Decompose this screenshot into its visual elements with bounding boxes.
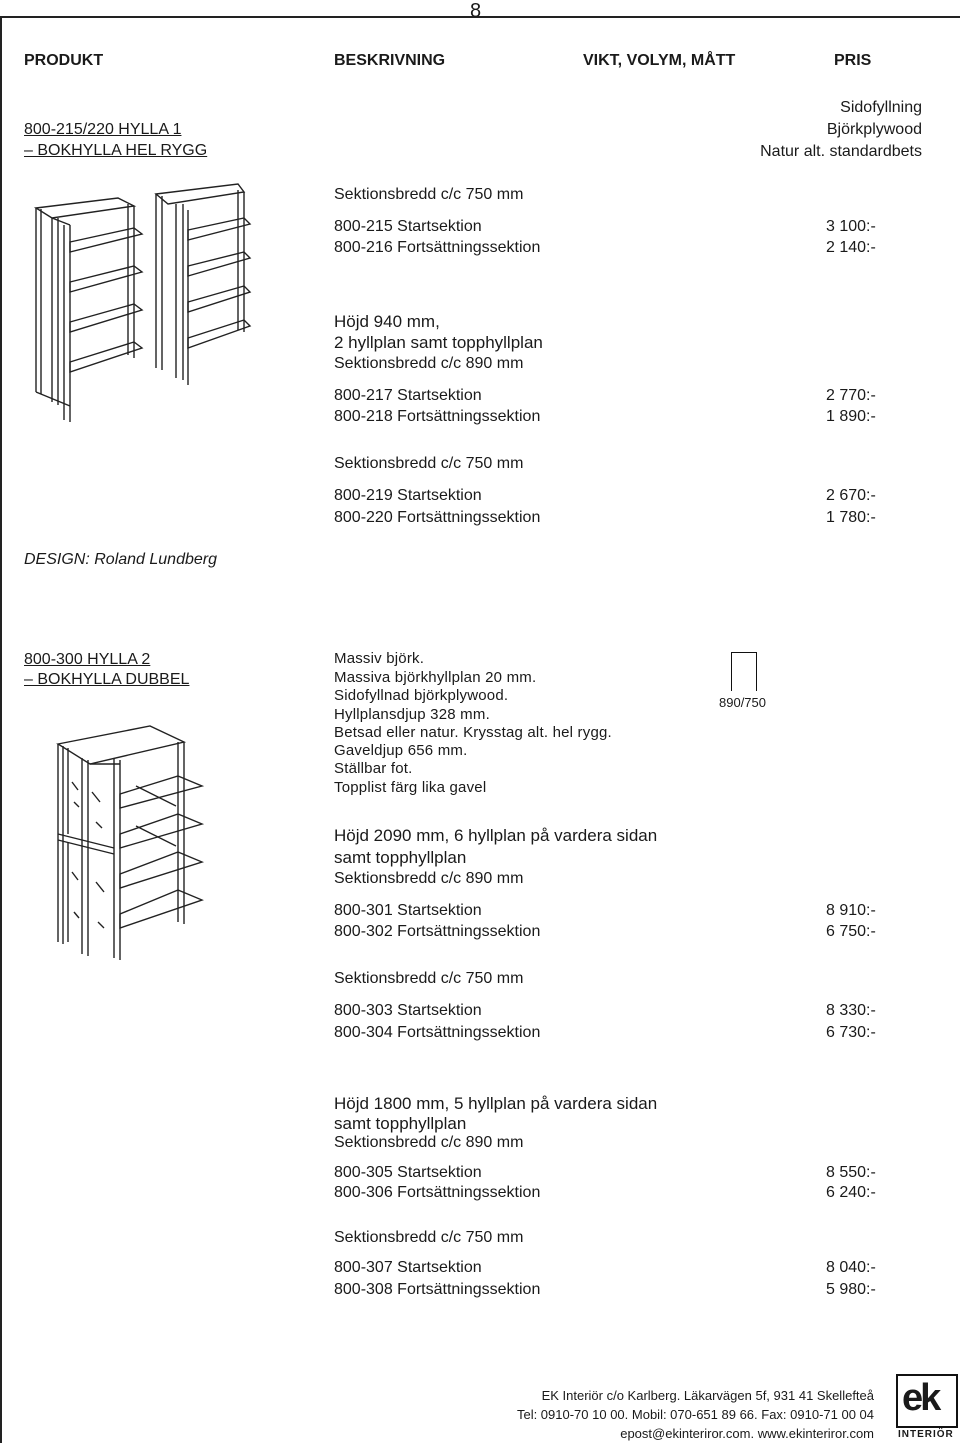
p2b3-heading-2: samt topphyllplan: [334, 1114, 467, 1133]
p2-desc-6: Gaveldjup 656 mm.: [334, 742, 468, 759]
product1-sidefill-3: Natur alt. standardbets: [760, 143, 922, 160]
product2-code: 800-300 HYLLA 2: [24, 651, 151, 668]
p1b3-row1-price: 2 670:-: [826, 487, 876, 504]
p2b2-row2-price: 6 730:-: [826, 1024, 876, 1041]
p2-desc-3: Sidofyllnad björkplywood.: [334, 687, 509, 704]
p1b2-width: Sektionsbredd c/c 890 mm: [334, 355, 524, 372]
footer-web: epost@ekinteriror.com. www.ekinteriror.com: [620, 1426, 874, 1441]
p1b3-width: Sektionsbredd c/c 750 mm: [334, 455, 524, 472]
p1b2-row2-item: 800-218 Fortsättningssektion: [334, 408, 541, 425]
design-credit: DESIGN: Roland Lundberg: [24, 551, 217, 568]
p1b2-row2-price: 1 890:-: [826, 408, 876, 425]
p2b2-row1-item: 800-303 Startsektion: [334, 1002, 482, 1019]
p1b2-heading-1: Höjd 940 mm,: [334, 312, 440, 331]
p1b1-row2-price: 2 140:-: [826, 239, 876, 256]
p2b2-width: Sektionsbredd c/c 750 mm: [334, 970, 524, 987]
p2b3-row2-price: 6 240:-: [826, 1184, 876, 1201]
footer-address: EK Interiör c/o Karlberg. Läkarvägen 5f, 931 41 Skellefteå: [541, 1388, 874, 1403]
header-produkt: PRODUKT: [24, 52, 104, 69]
p2b2-row2-item: 800-304 Fortsättningssektion: [334, 1024, 541, 1041]
header-pris: PRIS: [834, 52, 872, 69]
p2b3-heading-1: Höjd 1800 mm, 5 hyllplan på vardera sidan: [334, 1094, 658, 1113]
p2b4-row2-item: 800-308 Fortsättningssektion: [334, 1281, 541, 1298]
p1b2-heading-2: 2 hyllplan samt topphyllplan: [334, 333, 543, 352]
p2b1-heading-1: Höjd 2090 mm, 6 hyllplan på vardera sidan: [334, 826, 658, 845]
bookshelf-illustration-1: [28, 180, 260, 425]
p1b2-row1-item: 800-217 Startsektion: [334, 387, 482, 404]
header-vikt: VIKT, VOLYM, MÅTT: [583, 52, 736, 69]
p1b3-row2-item: 800-220 Fortsättningssektion: [334, 509, 541, 526]
p2b3-row2-item: 800-306 Fortsättningssektion: [334, 1184, 541, 1201]
ek-logo: [896, 1374, 960, 1443]
p2-desc-4: Hyllplansdjup 328 mm.: [334, 706, 490, 723]
header-beskrivning: BESKRIVNING: [334, 52, 446, 69]
product1-code: 800-215/220 HYLLA 1: [24, 121, 182, 138]
p2b1-row2-price: 6 750:-: [826, 923, 876, 940]
p1b1-row2-item: 800-216 Fortsättningssektion: [334, 239, 541, 256]
p2-desc-8: Topplist färg lika gavel: [334, 779, 487, 796]
logo-text: INTERIÖR: [898, 1429, 954, 1440]
p2b1-heading-2: samt topphyllplan: [334, 848, 467, 867]
p1b3-row2-price: 1 780:-: [826, 509, 876, 526]
product2-name: – BOKHYLLA DUBBEL: [24, 671, 190, 688]
p2b4-row1-item: 800-307 Startsektion: [334, 1259, 482, 1276]
p2-desc-1: Massiv björk.: [334, 650, 425, 667]
p2b4-row2-price: 5 980:-: [826, 1281, 876, 1298]
left-rule: [0, 16, 2, 1443]
page-number: 8: [470, 0, 482, 22]
product1-sidefill-2: Björkplywood: [826, 121, 922, 138]
p2b1-row2-item: 800-302 Fortsättningssektion: [334, 923, 541, 940]
p1b1-width: Sektionsbredd c/c 750 mm: [334, 186, 524, 203]
p1b3-row1-item: 800-219 Startsektion: [334, 487, 482, 504]
dimension-icon: [731, 652, 757, 691]
p2b4-row1-price: 8 040:-: [826, 1259, 876, 1276]
product1-name: – BOKHYLLA HEL RYGG: [24, 142, 208, 159]
p2b1-row1-item: 800-301 Startsektion: [334, 902, 482, 919]
p1b1-row1-price: 3 100:-: [826, 218, 876, 235]
footer-phone: Tel: 0910-70 10 00. Mobil: 070-651 89 66. Fax: 0910-71 00 04: [516, 1407, 874, 1422]
product1-sidefill-1: Sidofyllning: [840, 99, 922, 116]
p2-desc-5: Betsad eller natur. Krysstag alt. hel rygg.: [334, 724, 612, 741]
p2b3-row1-price: 8 550:-: [826, 1164, 876, 1181]
p2b2-row1-price: 8 330:-: [826, 1002, 876, 1019]
p1b1-row1-item: 800-215 Startsektion: [334, 218, 482, 235]
logo-mark: ek: [902, 1377, 939, 1419]
p2b1-width: Sektionsbredd c/c 890 mm: [334, 870, 524, 887]
p2b3-width: Sektionsbredd c/c 890 mm: [334, 1134, 524, 1151]
p2b4-width: Sektionsbredd c/c 750 mm: [334, 1229, 524, 1246]
p2b1-row1-price: 8 910:-: [826, 902, 876, 919]
p2b3-row1-item: 800-305 Startsektion: [334, 1164, 482, 1181]
dimension-label: 890/750: [719, 695, 766, 710]
p1b2-row1-price: 2 770:-: [826, 387, 876, 404]
bookshelf-illustration-2: [52, 722, 212, 967]
p2-desc-2: Massiva björkhyllplan 20 mm.: [334, 669, 537, 686]
p2-desc-7: Ställbar fot.: [334, 760, 413, 777]
